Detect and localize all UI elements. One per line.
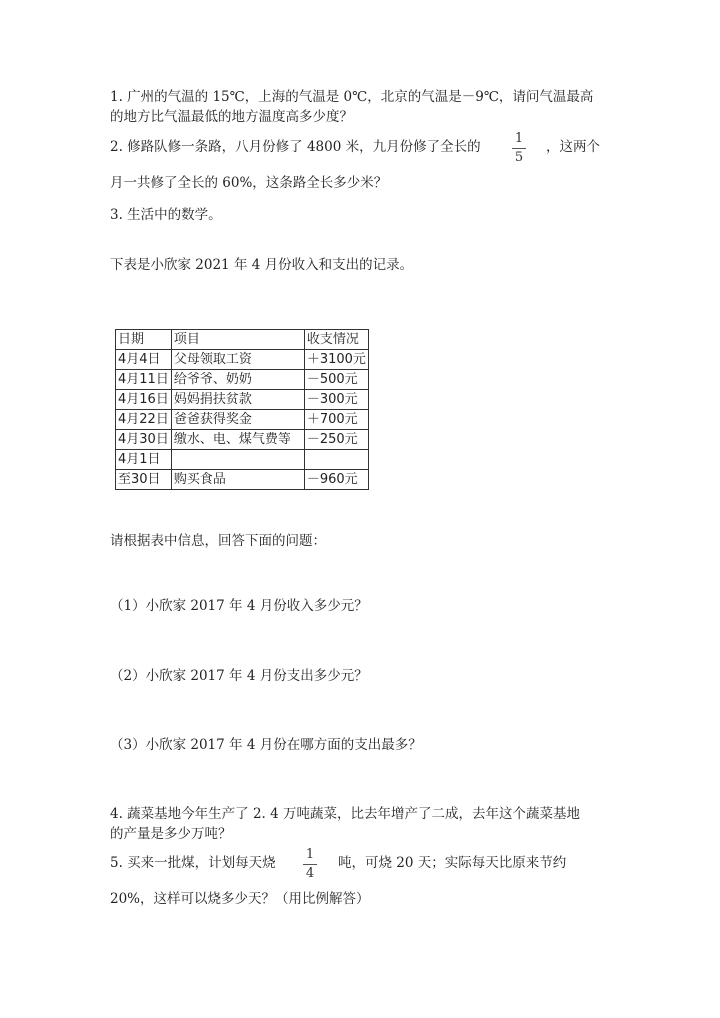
fraction-bar (303, 864, 317, 865)
table-cell-date: 4月1日 (116, 450, 172, 470)
table-row (116, 410, 369, 430)
table-cell-amount: －300元 (304, 390, 368, 410)
table-cell-item: 缴水、电、煤气费等 (171, 430, 304, 450)
table-cell-date: 4月11日 (116, 370, 172, 390)
table-row (116, 450, 369, 470)
q4-line2: 的产量是多少万吨？ (110, 826, 232, 842)
q1-line2: 的地方比气温最低的地方温度高多少度？ (110, 109, 353, 125)
table-cell-item: 爸爸获得奖金 (171, 410, 304, 430)
q3-title: 3. 生活中的数学。 (110, 207, 222, 223)
fraction-bar (512, 148, 526, 149)
table-cell-date: 至30日 (116, 470, 172, 490)
q2-fraction (512, 132, 526, 165)
table-row (116, 470, 369, 490)
table-row (116, 430, 369, 450)
q2-line1-after: ，这两个 (546, 139, 600, 155)
q3-sub3: （3）小欣家 2017 年 4 月份在哪方面的支出最多？ (110, 737, 422, 753)
q3-prompt: 请根据表中信息，回答下面的问题： (110, 533, 326, 549)
table-header-row (116, 330, 369, 350)
table-header-amount: 收支情况 (304, 330, 368, 350)
table-header-date: 日期 (116, 330, 172, 350)
table-cell-amount: ＋700元 (304, 410, 368, 430)
table-cell-amount: －500元 (304, 370, 368, 390)
q4-line1: 4. 蔬菜基地今年生产了 2. 4 万吨蔬菜，比去年增产了二成，去年这个蔬菜基地 (110, 806, 581, 822)
q2-line2: 月一共修了全长的 60%，这条路全长多少米？ (110, 175, 388, 191)
table-header-item: 项目 (171, 330, 304, 350)
q5-fraction (303, 848, 317, 881)
q2-line1: 2. 修路队修一条路，八月份修了 4800 米，九月份修了全长的 (110, 139, 481, 155)
income-expense-table (115, 329, 369, 490)
table-cell-date: 4月4日 (116, 350, 172, 370)
q5-fraction-denominator: 4 (305, 866, 315, 881)
q3-intro: 下表是小欣家 2021 年 4 月份收入和支出的记录。 (110, 257, 414, 273)
q5-line1: 5. 买来一批煤，计划每天烧 (110, 855, 276, 871)
table-cell-item: 给爷爷、奶奶 (171, 370, 304, 390)
table-cell-item: 购买食品 (171, 470, 304, 490)
table-row (116, 370, 369, 390)
table-cell-amount: ＋3100元 (304, 350, 368, 370)
table-cell-item (171, 450, 304, 470)
q5-line1-after: 吨，可烧 20 天；实际每天比原来节约 (338, 855, 567, 871)
q2-fraction-denominator: 5 (514, 150, 524, 165)
q2-fraction-numerator: 1 (514, 131, 524, 146)
table-cell-amount (304, 450, 368, 470)
q1-line1: 1. 广州的气温的 15℃，上海的气温是 0℃，北京的气温是－9℃，请问气温最高 (110, 89, 594, 105)
table-cell-amount: －960元 (304, 470, 368, 490)
q3-sub1: （1）小欣家 2017 年 4 月份收入多少元？ (110, 598, 368, 614)
table-cell-item: 父母领取工资 (171, 350, 304, 370)
table-cell-amount: －250元 (304, 430, 368, 450)
q3-sub2: （2）小欣家 2017 年 4 月份支出多少元？ (110, 668, 368, 684)
table-cell-date: 4月22日 (116, 410, 172, 430)
q5-fraction-numerator: 1 (305, 847, 315, 862)
q5-line2: 20%，这样可以烧多少天？（用比例解答） (110, 891, 370, 907)
table-row (116, 350, 369, 370)
table-cell-date: 4月16日 (116, 390, 172, 410)
table-cell-item: 妈妈捐扶贫款 (171, 390, 304, 410)
table-row (116, 390, 369, 410)
table-cell-date: 4月30日 (116, 430, 172, 450)
